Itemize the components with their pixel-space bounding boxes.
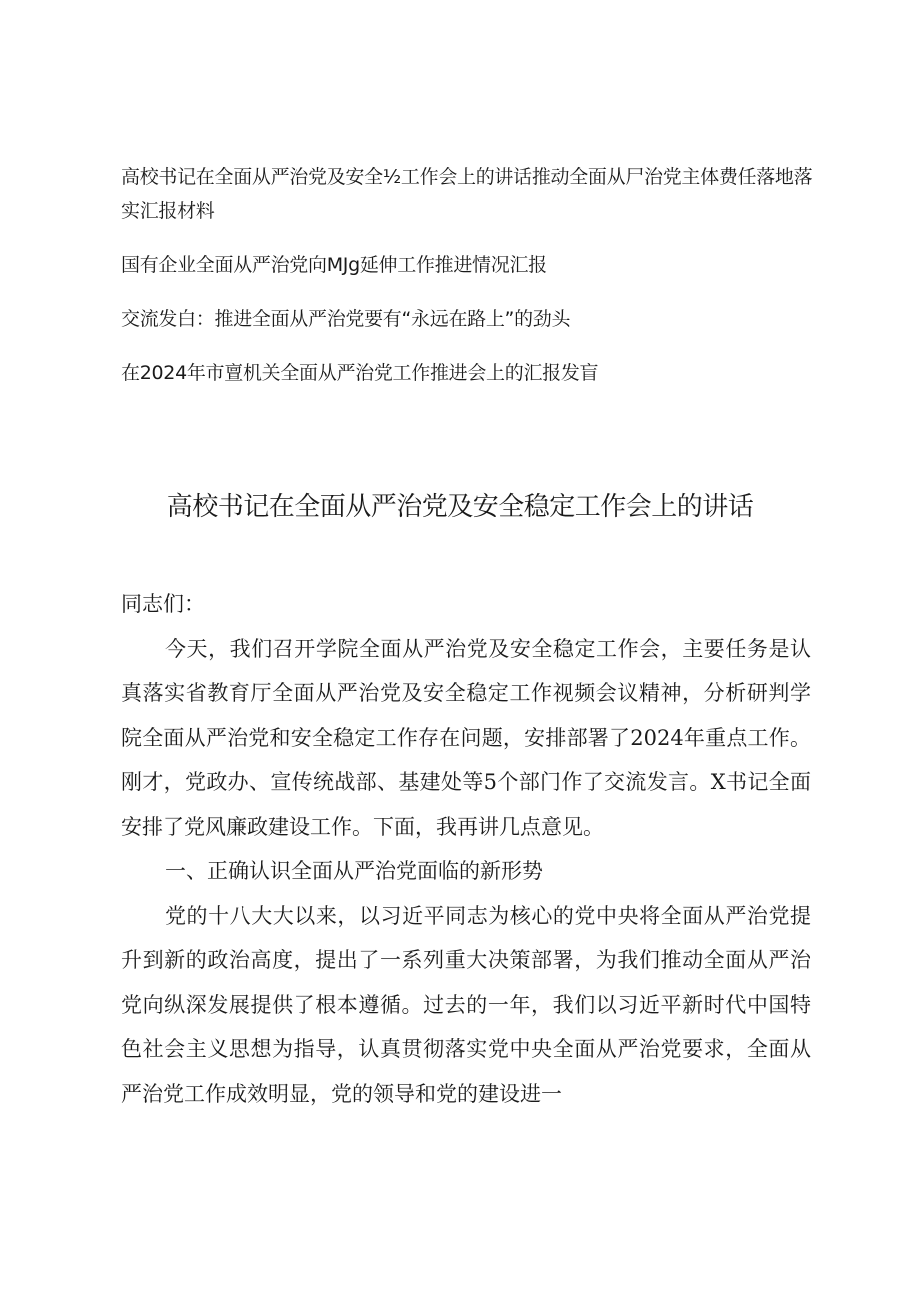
body-paragraph: 今天，我们召开学院全面从严治党及安全稳定工作会，主要任务是认真落实省教育厅全面从严治党及安全稳定工作视频会议精神，分析研判学院全面从严治党和安全稳定工作存在问题，安排部署了2024年重点工作。刚才，党政办、宣传统战部、基建处等5个部门作了交流发言。X书记全面安排了党风廉政建设工作。下面，我再讲几点意见。 bbox=[121, 636, 811, 839]
body-paragraph: 党的十八大大以来，以习近平同志为核心的党中央将全面从严治党提升到新的政治高度，提出了一系列重大决策部署，为我们推动全面从严治党向纵深发展提供了根本遵循。过去的一年，我们以习近平新时代中国特色社会主义思想为指导，认真贯彻落实党中央全面从严治党要求，全面从严治党工作成效明显，党的领导和党的建设进一 bbox=[121, 903, 811, 1106]
related-document-item[interactable]: 高校书记在全面从严治党及安全½工作会上的讲话推动全面从尸治党主体费任落地落实汇报材料 bbox=[121, 166, 813, 222]
related-document-item[interactable]: 在2024年市亶机关全面从严治党工作推进会上的汇报发盲 bbox=[121, 362, 599, 384]
document-title: 高校书记在全面从严治党及安全稳定工作会上的讲话 bbox=[166, 492, 754, 522]
related-documents-list bbox=[121, 160, 821, 410]
salutation: 同志们： bbox=[121, 592, 205, 616]
related-document-item[interactable]: 国有企业全面从严治党向MJg延伸工作推进情况汇报 bbox=[121, 254, 547, 276]
document-body bbox=[121, 582, 811, 1116]
related-document-item[interactable]: 交流发白：推进全面从严治党要有“永远在路上”的劲头 bbox=[121, 308, 571, 330]
section-heading: 一、正确认识全面从严治党面临的新形势 bbox=[165, 859, 543, 883]
